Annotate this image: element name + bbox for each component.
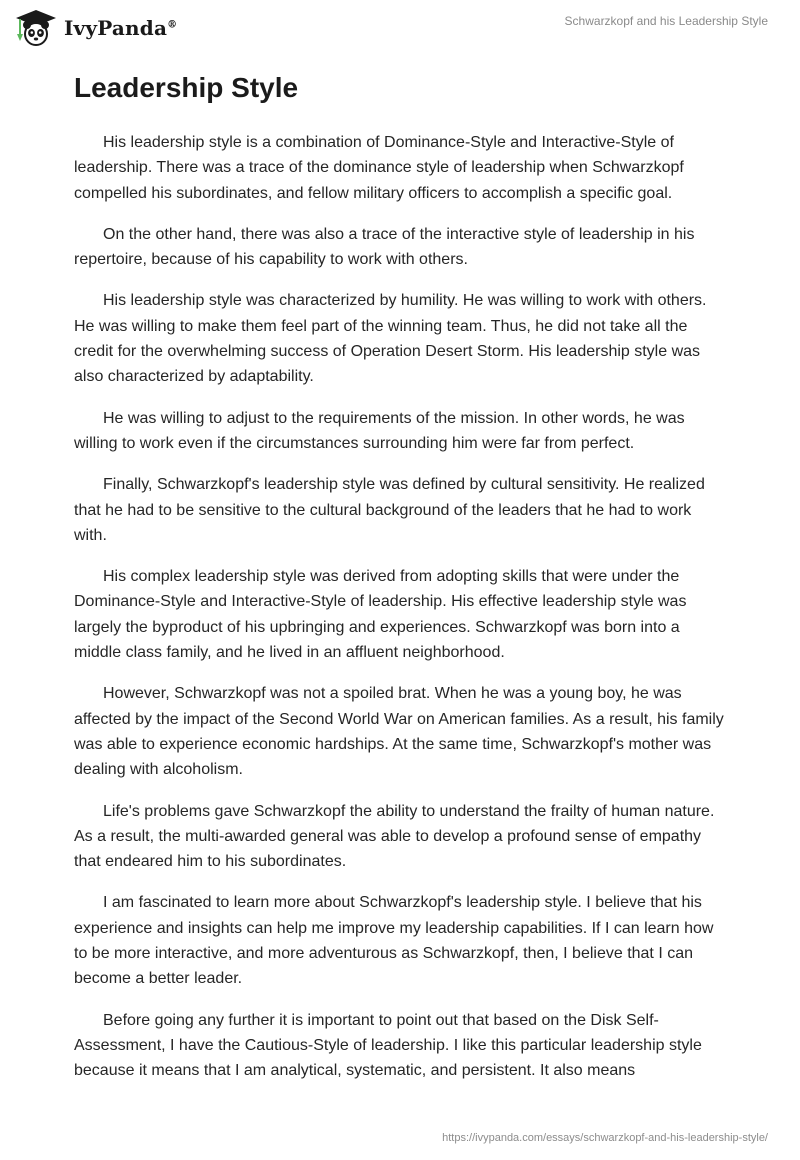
paragraph: He was willing to adjust to the requirements of the mission. In other words, he was willing to work even if the circumstances surrounding him were far from perfect. — [74, 409, 685, 452]
paragraph: However, Schwarzkopf was not a spoiled brat. When he was a young boy, he was affected by the impact of the Second World War on American families. As a result, his family was able to experience economic hardships. At the same time, Schwarzkopf's mother was dealing with alcoholism. — [74, 685, 724, 779]
registered-mark: ® — [167, 19, 178, 31]
source-url[interactable]: https://ivypanda.com/essays/schwarzkopf-and-his-leadership-style/ — [442, 1132, 768, 1144]
document-title: Schwarzkopf and his Leadership Style — [564, 14, 768, 28]
ivypanda-logo[interactable] — [14, 8, 177, 48]
paragraph: Life's problems gave Schwarzkopf the ability to understand the frailty of human nature. As a result, the multi-awarded general was able to develop a profound sense of empathy that endeared him to his subordinates. — [74, 802, 715, 871]
panda-graduation-cap-icon — [14, 8, 58, 48]
paragraph: His leadership style was characterized by humility. He was willing to work with others. He was willing to make them feel part of the winning team. Thus, he did not take all the credit for the overwhelming success of Operation Desert Storm. His leadership style was also characterized by adaptability. — [74, 292, 707, 386]
brand-name — [64, 16, 177, 40]
page-header — [0, 0, 800, 64]
article-body — [74, 130, 726, 1100]
brand-text: IvyPanda — [64, 16, 168, 40]
paragraph: On the other hand, there was also a trace of the interactive style of leadership in his repertoire, because of his capability to work with others. — [74, 225, 695, 269]
paragraph: Finally, Schwarzkopf's leadership style was defined by cultural sensitivity. He realized that he had to be sensitive to the cultural background of the leaders that he had to work with. — [74, 476, 705, 544]
paragraph: I am fascinated to learn more about Schwarzkopf's leadership style. I believe that his experience and insights can help me improve my leadership capabilities. If I can learn how to be more interactive, and more adventurous as Schwarzkopf, then, I believe that I can become a better leader. — [74, 894, 714, 988]
article-heading: Leadership Style — [74, 72, 299, 103]
paragraph: His leadership style is a combination of Dominance-Style and Interactive-Style of leadership. There was a trace of the dominance style of leadership when Schwarzkopf compelled his subordinates, and fellow military officers to accomplish a specific goal. — [74, 134, 684, 202]
paragraph: Before going any further it is important to point out that based on the Disk Self-Assessment, I have the Cautious-Style of leadership. I like this particular leadership style because it means that I am analytical, systematic, and persistent. It also means — [74, 1011, 702, 1080]
paragraph: His complex leadership style was derived from adopting skills that were under the Dominance-Style and Interactive-Style of leadership. His effective leadership style was largely the byproduct of his upbringing and experiences. Schwarzkopf was born into a middle class family, and he lived in an affluent neighborhood. — [74, 568, 687, 662]
